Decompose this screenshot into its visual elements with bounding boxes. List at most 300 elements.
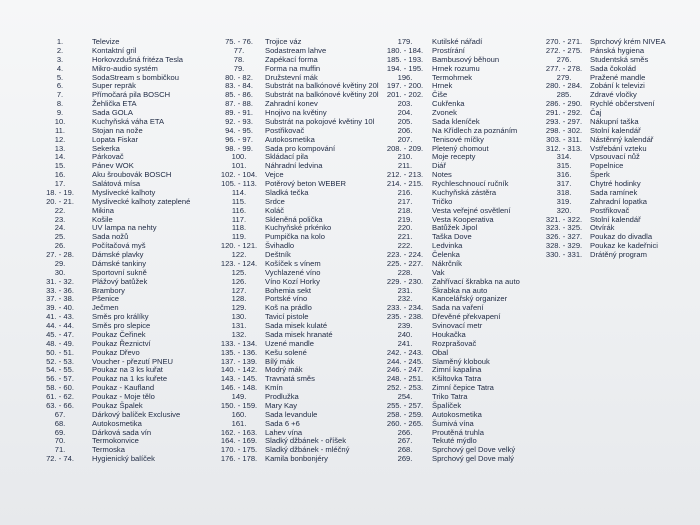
- item-number: 15.: [54, 161, 66, 171]
- item-number: 228.: [397, 267, 413, 277]
- item-number: 194. - 195.: [386, 63, 424, 73]
- item-number: 29.: [54, 258, 66, 268]
- item-name: Termohrnek: [432, 72, 473, 82]
- item-number: 44. - 44.: [46, 321, 74, 330]
- item-name: Sada čokolád: [590, 63, 637, 73]
- item-number: 115.: [231, 196, 247, 206]
- item-name: Salátová mísa: [92, 179, 141, 188]
- item-number: 229. - 230.: [386, 276, 424, 286]
- item-number: 68.: [54, 418, 66, 428]
- item-number: 98. - 99.: [225, 143, 253, 153]
- item-number: 266.: [397, 427, 413, 437]
- item-number: 9.: [56, 108, 64, 117]
- item-number: 16.: [54, 170, 66, 180]
- item-name: Kešu solené: [265, 347, 307, 357]
- item-number: 293. - 297.: [545, 116, 583, 126]
- item-name: Zapékací forma: [265, 54, 318, 64]
- item-name: Studentská směs: [590, 54, 649, 64]
- item-number: 63. - 66.: [46, 400, 74, 410]
- item-name: Košile: [92, 214, 113, 224]
- item-name: Taška Dove: [432, 232, 472, 242]
- item-name: Rychleschnoucí ručník: [432, 179, 509, 188]
- item-number: 254.: [397, 392, 413, 401]
- item-name: Autokosmetika: [432, 409, 482, 419]
- item-name: Sada misek kulaté: [265, 321, 328, 330]
- item-number: 239.: [397, 321, 413, 330]
- item-name: Skleněná polička: [265, 214, 323, 224]
- item-name: Poukaz Dřevo: [92, 347, 140, 357]
- list-item: [378, 455, 520, 464]
- item-number: 122.: [231, 250, 247, 259]
- item-name: Stolní kalendář: [590, 125, 641, 135]
- item-name: Sodastream lahve: [265, 45, 327, 55]
- item-number: 80. - 82.: [225, 72, 253, 82]
- item-name: Uzené mandle: [265, 338, 314, 348]
- item-name: Houkačka: [432, 329, 466, 339]
- item-name: Batůžek Jipol: [432, 223, 478, 233]
- item-name: Zahřívací škrabka na auto: [432, 276, 520, 286]
- item-name: Zahradní konev: [265, 99, 318, 109]
- item-name: Bílý mák: [265, 356, 295, 366]
- item-number: 67.: [54, 409, 66, 419]
- item-number: 179.: [397, 37, 413, 46]
- item-number: 118.: [231, 223, 247, 233]
- item-number: 164. - 169.: [220, 436, 258, 446]
- item-name: Pánská hygiena: [590, 45, 645, 55]
- item-number: 221.: [397, 232, 413, 242]
- item-name: Postřikovač: [265, 125, 305, 135]
- item-name: Dřevěné překvapení: [432, 312, 501, 322]
- item-number: 223. - 224.: [386, 250, 424, 259]
- item-number: 131.: [231, 321, 247, 330]
- item-name: Sprchový gel Dove malý: [432, 454, 514, 464]
- item-number: 89. - 91.: [225, 108, 253, 117]
- item-name: Voucher - přezutí PNEU: [92, 356, 174, 366]
- item-name: Stojan na nože: [92, 125, 143, 135]
- item-name: Tekuté mýdlo: [432, 436, 477, 446]
- item-number: 11.: [55, 125, 65, 135]
- item-number: 285.: [556, 90, 572, 100]
- item-name: Mikina: [92, 205, 114, 215]
- item-name: Poukaz - Moje tělo: [92, 392, 155, 401]
- item-name: Diář: [432, 161, 446, 171]
- item-number: 31. - 32.: [46, 276, 74, 286]
- item-number: 211.: [397, 161, 413, 171]
- item-name: Triko Tatra: [432, 392, 468, 401]
- item-name: Košíček s vínem: [265, 258, 321, 268]
- item-number: 70.: [54, 436, 66, 446]
- item-number: 280. - 284.: [545, 81, 583, 91]
- item-number: 312. - 313.: [545, 143, 583, 153]
- item-name: Lahev vína: [265, 427, 303, 437]
- item-name: Čiše: [432, 90, 448, 100]
- item-name: Poukaz na 1 ks kuřete: [92, 374, 168, 384]
- item-number: 56. - 57.: [46, 374, 74, 384]
- item-name: SodaStream s bombičkou: [92, 72, 179, 82]
- item-name: Sladký džbánek - oříšek: [265, 436, 347, 446]
- item-number: 317.: [556, 179, 572, 188]
- item-name: Brambory: [92, 285, 125, 295]
- item-name: Kuchyňská váha ETA: [92, 116, 165, 126]
- item-number: 204.: [397, 108, 413, 117]
- item-name: Sladký džbánek - mléčný: [265, 445, 350, 455]
- item-name: Zobání k televizi: [590, 81, 645, 91]
- item-name: Kamila bonbonjéry: [265, 454, 328, 464]
- item-name: Sekerka: [92, 143, 120, 153]
- item-number: 20. - 21.: [46, 196, 74, 206]
- item-number: 87. - 88.: [225, 99, 253, 109]
- item-number: 26.: [54, 241, 66, 251]
- item-number: 27. - 28.: [46, 250, 74, 259]
- item-number: 218.: [397, 205, 413, 215]
- item-name: Sprchový krém NIVEA: [590, 37, 666, 46]
- item-name: Koláč: [265, 205, 284, 215]
- item-number: 85. - 86.: [225, 90, 253, 100]
- item-name: Zvonek: [432, 108, 457, 117]
- item-number: 18. - 19.: [46, 187, 74, 197]
- item-name: Šumivá vína: [432, 418, 474, 428]
- item-number: 196.: [397, 72, 413, 82]
- item-name: Náhradní ledvina: [265, 161, 323, 171]
- item-name: Lopata Fiskar: [92, 134, 139, 144]
- item-number: 242. - 243.: [386, 347, 424, 357]
- item-number: 23.: [54, 214, 66, 224]
- item-number: 269.: [397, 454, 413, 464]
- item-number: 8.: [56, 99, 64, 109]
- item-number: 146. - 148.: [220, 383, 258, 393]
- list-column-2: [213, 38, 379, 464]
- item-name: Poukaz Špalek: [92, 400, 143, 410]
- item-name: Směs pro králíky: [92, 312, 149, 322]
- item-name: Sada 6 +6: [265, 418, 300, 428]
- item-name: Dámské plavky: [92, 250, 144, 259]
- item-name: Kancelářský organizer: [432, 294, 508, 304]
- item-name: Pletený chomout: [432, 143, 489, 153]
- list-item: [538, 251, 666, 260]
- item-name: Poukaz Čeřinek: [92, 329, 146, 339]
- item-number: 54. - 55.: [46, 365, 74, 375]
- item-name: Zimní kapalina: [432, 365, 482, 375]
- item-number: 116.: [231, 205, 247, 215]
- item-number: 206.: [397, 125, 413, 135]
- item-number: 1.: [56, 37, 64, 46]
- item-name: Ječmen: [92, 303, 119, 313]
- item-number: 176. - 178.: [220, 454, 258, 464]
- item-name: Portské víno: [265, 294, 308, 304]
- item-name: Žehlička ETA: [92, 99, 137, 109]
- item-number: 12.: [54, 134, 66, 144]
- item-number: 267.: [397, 436, 413, 446]
- item-number: 225. - 227.: [386, 258, 424, 268]
- item-number: 130.: [231, 312, 247, 322]
- item-name: Termokonvice: [92, 436, 139, 446]
- item-number: 216.: [397, 187, 413, 197]
- item-number: 291. - 292.: [545, 108, 583, 117]
- item-name: Televize: [92, 37, 120, 46]
- item-name: Dárkový balíček Exclusive: [92, 409, 181, 419]
- item-number: 127.: [231, 285, 247, 295]
- list-column-4: [538, 38, 666, 260]
- item-number: 222.: [397, 241, 413, 251]
- item-name: Vejce: [265, 170, 284, 180]
- list-item: [28, 455, 190, 464]
- item-name: Horkovzdušná fritéza Tesla: [92, 54, 184, 64]
- item-name: Kmín: [265, 383, 283, 393]
- item-number: 316.: [556, 170, 572, 180]
- item-number: 270. - 271.: [545, 37, 583, 46]
- item-number: 13.: [54, 143, 66, 153]
- item-name: Sada pro kompování: [265, 143, 336, 153]
- item-number: 241.: [397, 338, 413, 348]
- item-name: Sportovní sukně: [92, 267, 147, 277]
- item-name: Cukřenka: [432, 99, 465, 109]
- item-number: 219.: [397, 214, 413, 224]
- item-number: 319.: [556, 196, 572, 206]
- item-name: Super repräk: [92, 81, 136, 91]
- item-name: Škrabka na auto: [432, 285, 488, 295]
- item-number: 210.: [397, 152, 413, 162]
- item-number: 258. - 259.: [386, 409, 424, 419]
- item-name: Mary Kay: [265, 400, 298, 410]
- item-name: Dárková sada vín: [92, 427, 152, 437]
- item-number: 117.: [231, 214, 247, 224]
- item-name: Nákupní taška: [590, 116, 639, 126]
- item-name: Hrnek: [432, 81, 453, 91]
- item-name: Poukaz na 3 ks kuřat: [92, 365, 163, 375]
- item-name: Špalíček: [432, 400, 462, 410]
- item-name: Aku šroubovák BOSCH: [92, 170, 172, 180]
- item-number: 260. - 265.: [386, 418, 424, 428]
- item-number: 101.: [231, 161, 247, 171]
- item-number: 69.: [54, 427, 66, 437]
- item-name: Hygienický balíček: [92, 454, 155, 464]
- item-name: Plážový batůžek: [92, 276, 148, 286]
- item-name: Modrý mák: [265, 365, 303, 375]
- item-number: 232.: [397, 294, 413, 304]
- item-number: 114.: [231, 187, 247, 197]
- item-name: Vpsouvací nůž: [590, 152, 640, 162]
- item-number: 120. - 121.: [220, 241, 258, 251]
- item-number: 50. - 51.: [46, 347, 74, 357]
- item-number: 162. - 163.: [220, 427, 258, 437]
- item-name: Autokosmetika: [265, 134, 315, 144]
- item-number: 100.: [231, 152, 247, 162]
- item-name: Sada GOLA: [92, 108, 133, 117]
- item-number: 279.: [556, 72, 572, 82]
- item-number: 10.: [54, 116, 66, 126]
- item-number: 149.: [231, 392, 247, 401]
- item-name: Myslivecké kalhoty: [92, 187, 156, 197]
- item-name: Družstevní mák: [265, 72, 318, 82]
- item-name: Směs pro slepice: [92, 321, 151, 330]
- item-name: Sada nožů: [92, 232, 129, 242]
- item-name: Substrát na balkónové květiny 20l: [265, 90, 379, 100]
- item-number: 185. - 193.: [386, 54, 424, 64]
- item-number: 119.: [231, 232, 247, 242]
- item-number: 303. - 311.: [546, 134, 582, 144]
- item-name: Poukaz ke kadeřnici: [590, 241, 658, 251]
- item-name: Proutěná truhla: [432, 427, 484, 437]
- item-name: Myslivecké kalhoty zateplené: [92, 196, 191, 206]
- item-number: 220.: [397, 223, 413, 233]
- item-name: Kutilské nářadí: [432, 37, 483, 46]
- item-number: 298. - 302.: [545, 125, 583, 135]
- item-number: 248. - 251.: [386, 374, 424, 384]
- item-name: Prodlužka: [265, 392, 299, 401]
- item-number: 129.: [231, 303, 247, 313]
- item-number: 22.: [54, 205, 66, 215]
- item-name: Přímočará pila BOSCH: [92, 90, 171, 100]
- item-name: Drátěný program: [590, 250, 647, 259]
- item-name: Vychlazené víno: [265, 267, 321, 277]
- item-name: Pšenice: [92, 294, 120, 304]
- item-name: Sladká tečka: [265, 187, 309, 197]
- item-number: 217.: [397, 196, 413, 206]
- item-number: 170. - 175.: [220, 445, 258, 455]
- item-name: Zimní čepice Tatra: [432, 383, 494, 393]
- item-name: Zahradní lopatka: [590, 196, 647, 206]
- item-name: Vesta veřejné osvětlení: [432, 205, 511, 215]
- item-number: 78.: [233, 54, 245, 64]
- item-number: 330. - 331.: [545, 250, 583, 259]
- item-name: Sada ramínek: [590, 187, 638, 197]
- item-name: Tričko: [432, 196, 453, 206]
- item-name: Mikro-audio systém: [92, 63, 158, 73]
- item-name: Šperk: [590, 170, 610, 180]
- item-number: 6.: [56, 81, 64, 91]
- item-number: 33. - 36.: [46, 285, 74, 295]
- item-number: 201. - 202.: [386, 90, 424, 100]
- item-number: 315.: [556, 161, 572, 171]
- item-name: Počítačová myš: [92, 241, 146, 251]
- item-name: Vstřebání vzteku: [590, 143, 647, 153]
- item-number: 92. - 93.: [225, 116, 253, 126]
- item-number: 48. - 49.: [46, 338, 74, 348]
- item-name: Pánev WOK: [92, 161, 134, 171]
- item-number: 252. - 253.: [386, 383, 424, 393]
- item-name: Stolní kalendář: [590, 214, 641, 224]
- item-name: Skládací pila: [265, 152, 309, 162]
- item-number: 286. - 290.: [545, 99, 583, 109]
- item-number: 203.: [397, 99, 413, 109]
- item-number: 231.: [397, 285, 413, 295]
- item-number: 105. - 113.: [221, 179, 257, 188]
- item-number: 30.: [54, 267, 66, 277]
- item-name: Popelnice: [590, 161, 624, 171]
- item-number: 314.: [556, 152, 572, 162]
- item-name: Ledvinka: [432, 241, 463, 251]
- item-name: Obal: [432, 347, 449, 357]
- item-name: Pumpička na kolo: [265, 232, 325, 242]
- item-number: 7.: [56, 90, 64, 100]
- item-number: 235. - 238.: [386, 312, 424, 322]
- item-number: 276.: [556, 54, 572, 64]
- item-name: Termoska: [92, 445, 125, 455]
- item-number: 72. - 74.: [46, 454, 74, 464]
- item-number: 17.: [54, 179, 66, 188]
- item-name: UV lampa na nehty: [92, 223, 157, 233]
- item-name: Čaj: [590, 108, 602, 117]
- item-number: 83. - 84.: [225, 81, 253, 91]
- item-number: 161.: [231, 418, 247, 428]
- item-name: Na Křídlech za poznáním: [432, 125, 518, 135]
- item-number: 77.: [233, 45, 245, 55]
- item-name: Rozprašovač: [432, 338, 477, 348]
- item-number: 45. - 47.: [46, 329, 74, 339]
- item-name: Dámské tankiny: [92, 258, 147, 268]
- item-number: 14.: [54, 152, 66, 162]
- item-number: 37. - 38.: [46, 294, 74, 304]
- item-name: Kuchyňská zástěra: [432, 187, 497, 197]
- item-name: Sada levandule: [265, 409, 318, 419]
- item-number: 61. - 62.: [46, 392, 74, 401]
- item-number: 52. - 53.: [46, 356, 74, 366]
- item-name: Nákrčník: [432, 258, 462, 268]
- item-number: 102. - 104.: [220, 170, 258, 180]
- item-number: 207.: [397, 134, 413, 144]
- item-name: Poukaz do divadla: [590, 232, 653, 242]
- item-number: 272. - 275.: [545, 45, 583, 55]
- item-number: 321. - 322.: [545, 214, 583, 224]
- item-name: Autokosmetika: [92, 418, 142, 428]
- item-number: 318.: [556, 187, 572, 197]
- item-name: Slaměný klobouk: [432, 356, 490, 366]
- item-number: 125.: [231, 267, 247, 277]
- item-number: 137. - 139.: [220, 356, 258, 366]
- item-name: Potěrový beton WEBER: [265, 179, 347, 188]
- item-number: 5.: [56, 72, 64, 82]
- item-name: Kuchyňské prkénko: [265, 223, 332, 233]
- item-name: Sada na vaření: [432, 303, 484, 313]
- item-number: 205.: [397, 116, 413, 126]
- item-number: 135. - 136.: [220, 347, 258, 357]
- item-name: Hnojivo na květiny: [265, 108, 327, 117]
- item-number: 25.: [54, 232, 66, 242]
- list-column-1: [28, 38, 190, 464]
- item-name: Tavicí pistole: [265, 312, 309, 322]
- list-column-3: [378, 38, 520, 464]
- item-number: 240.: [397, 329, 413, 339]
- item-name: Víno Kozí Horky: [265, 276, 320, 286]
- item-name: Vak: [432, 267, 445, 277]
- item-number: 41. - 43.: [46, 312, 74, 322]
- item-number: 268.: [397, 445, 413, 455]
- item-number: 24.: [54, 223, 66, 233]
- item-number: 246. - 247.: [386, 365, 424, 375]
- item-name: Zdravé vločky: [590, 90, 637, 100]
- item-name: Párkovač: [92, 152, 124, 162]
- item-number: 208. - 209.: [386, 143, 424, 153]
- item-number: 180. - 184.: [386, 45, 424, 55]
- item-number: 233. - 234.: [386, 303, 424, 313]
- item-number: 71.: [54, 445, 66, 455]
- item-number: 255. - 257.: [386, 400, 424, 410]
- item-number: 2.: [56, 45, 64, 55]
- item-number: 132.: [231, 329, 247, 339]
- item-number: 212. - 213.: [386, 170, 424, 180]
- item-name: Sada kleníček: [432, 116, 480, 126]
- item-number: 123. - 124.: [220, 258, 258, 268]
- item-number: 197. - 200.: [386, 81, 424, 91]
- item-number: 126.: [231, 276, 247, 286]
- item-name: Švihadlo: [265, 241, 295, 251]
- item-number: 94. - 95.: [225, 125, 253, 135]
- item-name: Rychlé občerstvení: [590, 99, 655, 109]
- item-name: Bambusový běhoun: [432, 54, 500, 64]
- item-name: Otvírák: [590, 223, 615, 233]
- item-name: Sprchový gel Dove velký: [432, 445, 516, 455]
- item-name: Notes: [432, 170, 452, 180]
